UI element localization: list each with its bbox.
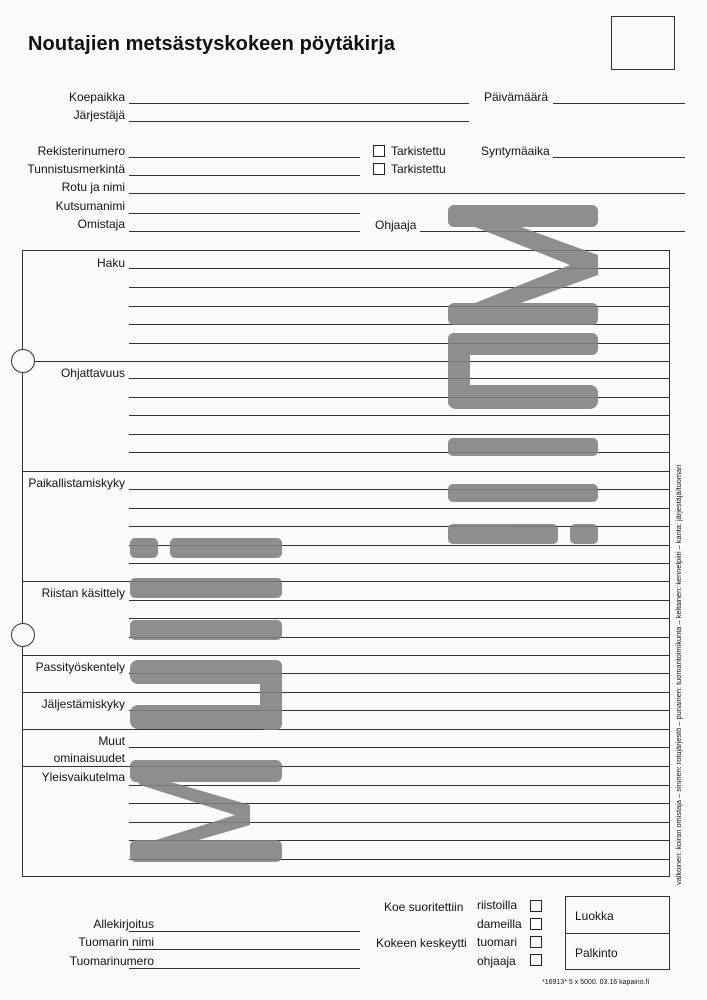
kokeen-keskeytti-label: Kokeen keskeytti bbox=[376, 936, 467, 950]
tuomari-checkbox[interactable] bbox=[530, 936, 542, 948]
tuomarin-nimi-label: Tuomarin nimi bbox=[78, 935, 154, 949]
watermark-upper bbox=[448, 205, 598, 544]
tuomarinumero-field[interactable] bbox=[129, 968, 360, 969]
print-code: *16913* 5 x 5000. 03.16 kapaino.fi bbox=[542, 979, 650, 986]
allekirjoitus-label: Allekirjoitus bbox=[93, 917, 154, 931]
paivamaara-label: Päivämäärä bbox=[484, 90, 549, 104]
tuomarin-nimi-field[interactable] bbox=[129, 949, 360, 950]
watermark-lower bbox=[130, 538, 282, 862]
passityoskentely-label: Passityöskentely bbox=[35, 660, 125, 674]
riistan-kasittely-label: Riistan käsittely bbox=[41, 586, 125, 600]
tuomari-label: tuomari bbox=[477, 935, 518, 949]
tarkistettu-label-1: Tarkistettu bbox=[391, 144, 446, 158]
paikallistamiskyky-label: Paikallistamiskyky bbox=[28, 476, 125, 490]
tarkistettu-label-2: Tarkistettu bbox=[391, 162, 446, 176]
ohjaaja-label: Ohjaaja bbox=[375, 218, 417, 232]
koepaikka-label: Koepaikka bbox=[68, 90, 125, 104]
riistoilla-checkbox[interactable] bbox=[530, 900, 542, 912]
syntymaaika-label: Syntymäaika bbox=[481, 144, 550, 158]
copy-distribution-note: valkoinen: koiran omistaja – sininen: rotujärjestö – punainen: tuomaritoimikunta – keltainen: kennelpiiri – kanta: järjestäjä/tuomari bbox=[674, 464, 683, 885]
riistoilla-label: riistoilla bbox=[477, 898, 518, 912]
luokka-label: Luokka bbox=[575, 909, 614, 923]
yleisvaikutelma-label: Yleisvaikutelma bbox=[41, 770, 125, 784]
palkinto-label: Palkinto bbox=[575, 946, 618, 960]
kutsumanimi-label: Kutsumanimi bbox=[55, 199, 125, 213]
jaljestamiskyky-label: Jäljestämiskyky bbox=[41, 697, 125, 711]
omistaja-label: Omistaja bbox=[77, 217, 125, 231]
haku-label: Haku bbox=[96, 256, 125, 270]
tuomarinumero-label: Tuomarinumero bbox=[69, 954, 154, 968]
ohjaaja-keskeytti-label: ohjaaja bbox=[477, 954, 516, 968]
jarjestaja-label: Järjestäjä bbox=[73, 108, 125, 122]
rotu-ja-nimi-label: Rotu ja nimi bbox=[61, 180, 125, 194]
rekisterinumero-label: Rekisterinumero bbox=[37, 144, 125, 158]
muut-label: Muut bbox=[98, 734, 125, 748]
dameilla-checkbox[interactable] bbox=[530, 918, 542, 930]
koe-suoritettiin-label: Koe suoritettiin bbox=[384, 900, 464, 914]
allekirjoitus-field[interactable] bbox=[129, 931, 360, 932]
ominaisuudet-label: ominaisuudet bbox=[53, 751, 125, 765]
form-title: Noutajien metsästyskokeen pöytäkirja bbox=[28, 33, 396, 55]
dameilla-label: dameilla bbox=[477, 917, 522, 931]
ohjaaja-checkbox[interactable] bbox=[530, 954, 542, 966]
tunnistusmerkinta-label: Tunnistusmerkintä bbox=[27, 162, 125, 176]
ohjattavuus-label: Ohjattavuus bbox=[60, 366, 125, 380]
